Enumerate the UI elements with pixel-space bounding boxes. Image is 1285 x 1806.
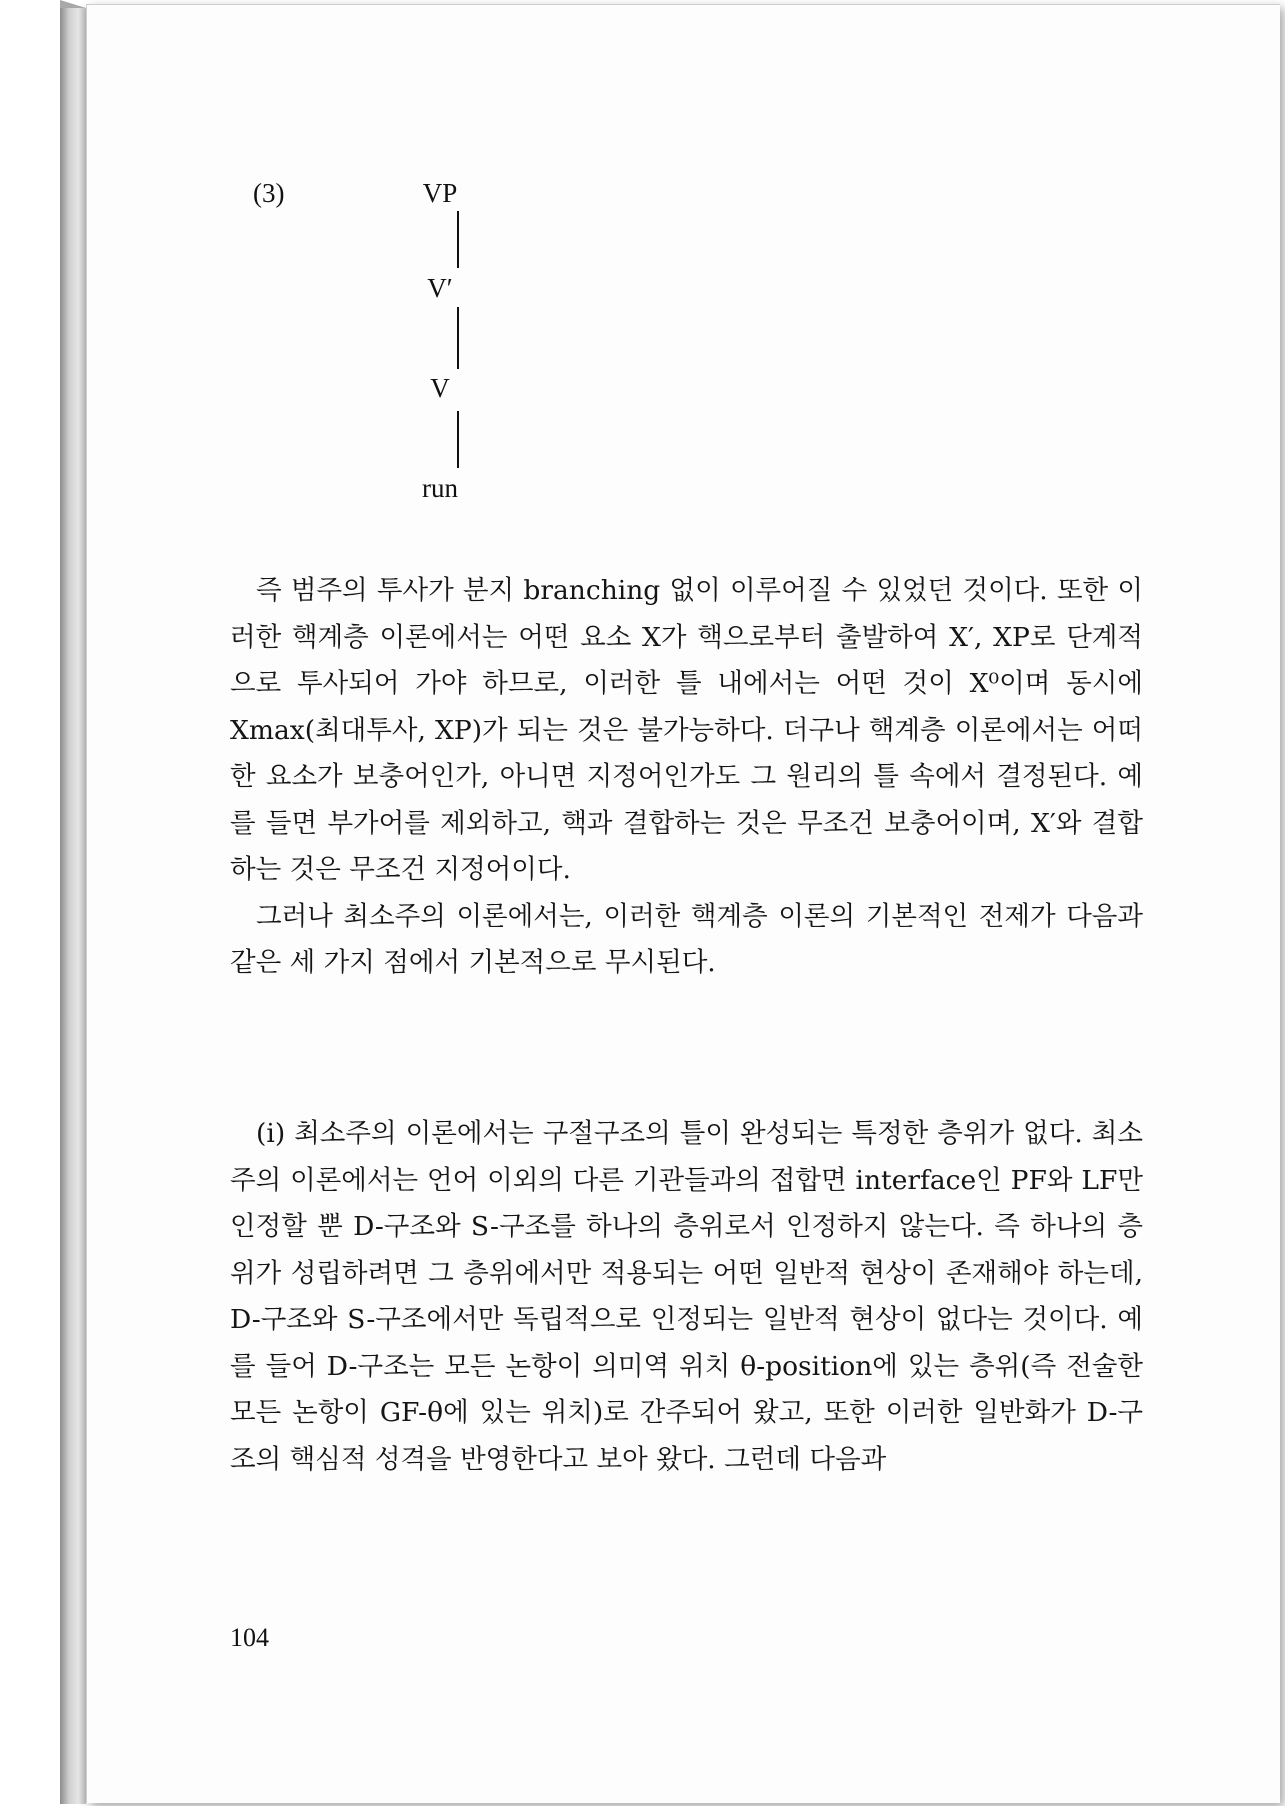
tree-node-run: run — [422, 473, 458, 503]
syntax-tree-example — [86, 5, 1280, 525]
tree-node-vp: VP — [422, 178, 458, 208]
tree-branch-vbar-v — [457, 307, 459, 369]
paragraph-3: (i) 최소주의 이론에서는 구절구조의 틀이 완성되는 특정한 층위가 없다. 최소주의 이론에서는 언어 이외의 다른 기관들과의 접합면 interface인 PF와 LF만 인정할 뿐 D-구조와 S-구조를 하나의 층위로서 인정하지 않는다. 즉 하나의 층위가 성립하려면 그 층위에서만 적용되는 어떤 일반적 현상이 존재해야 하는데, D-구조와 S-구조에서만 독립적으로 인정되는 일반적 현상이 없다는 것이다. 예를 들어 D-구조는 모든 논항이 의미역 위치 θ-position에 있는 층위(즉 전술한 모든 논항이 GF-θ에 있는 위치)로 간주되어 왔고, 또한 이러한 일반화가 D-구조의 핵심적 성격을 반영한다고 보아 왔다. 그런데 다음과 — [230, 1118, 1143, 1475]
book-edge-top — [60, 0, 86, 8]
paragraph-2: 그러나 최소주의 이론에서는, 이러한 핵계층 이론의 기본적인 전제가 다음과 같은 세 가지 점에서 기본적으로 무시된다. — [230, 900, 1143, 978]
book-page — [86, 4, 1280, 1803]
body-paragraphs-bottom — [230, 1111, 1143, 1483]
tree-node-v: V — [430, 373, 450, 403]
tree-branch-vp-vbar — [457, 211, 459, 268]
book-page-edges — [60, 8, 86, 1804]
tree-node-v-bar: V′ — [427, 273, 453, 303]
body-paragraphs-top — [230, 568, 1143, 987]
example-number: (3) — [253, 178, 285, 208]
paragraph-1: 즉 범주의 투사가 분지 branching 없이 이루어질 수 있었던 것이다. 또한 이러한 핵계층 이론에서는 어떤 요소 X가 핵으로부터 출발하여 X′, XP로 단계적으로 투사되어 가야 하므로, 이러한 틀 내에서는 어떤 것이 X⁰이며 동시에 Xmax(최대투사, XP)가 되는 것은 불가능하다. 더구나 핵계층 이론에서는 어떠한 요소가 보충어인가, 아니면 지정어인가도 그 원리의 틀 속에서 결정된다. 예를 들면 부가어를 제외하고, 핵과 결합하는 것은 무조건 보충어이며, X′와 결합하는 것은 무조건 지정어이다. — [230, 575, 1143, 885]
tree-branch-v-run — [457, 411, 459, 468]
page-number: 104 — [230, 1623, 269, 1652]
